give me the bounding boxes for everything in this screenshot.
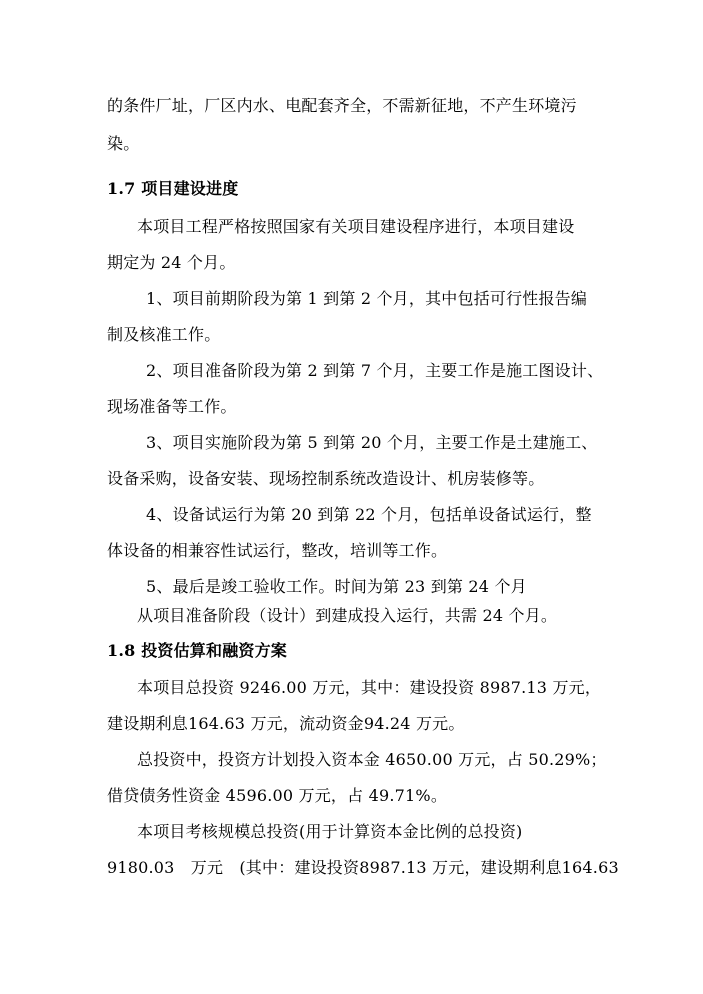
list-item-line: 1、项目前期阶段为第 1 到第 2 个月，其中包括可行性报告编 [146, 289, 588, 308]
section-heading-1-7: 1.7 项目建设进度 [107, 179, 239, 198]
paragraph-line: 9180.03 万元 (其中：建设投资8987.13 万元，建设期利息164.63 [107, 858, 619, 877]
paragraph-line: 从项目准备阶段（设计）到建成投入运行，共需 24 个月。 [137, 606, 558, 625]
list-item-line: 5、最后是竣工验收工作。时间为第 23 到第 24 个月 [146, 577, 527, 596]
paragraph-line: 期定为 24 个月。 [107, 253, 236, 272]
list-item-line: 4、设备试运行为第 20 到第 22 个月，包括单设备试运行，整 [146, 505, 592, 524]
list-item-line: 体设备的相兼容性试运行，整改，培训等工作。 [107, 541, 448, 560]
paragraph-line: 建设期利息164.63 万元，流动资金94.24 万元。 [107, 714, 465, 733]
paragraph-line: 总投资中，投资方计划投入资本金 4650.00 万元，占 50.29%； [137, 750, 607, 769]
list-item-line: 现场准备等工作。 [107, 397, 237, 416]
paragraph-line: 本项目考核规模总投资(用于计算资本金比例的总投资) [137, 822, 523, 841]
paragraph-line: 借贷债务性资金 4596.00 万元，占 49.71%。 [107, 786, 448, 805]
paragraph-line: 染。 [107, 134, 140, 153]
list-item-line: 设备采购，设备安装、现场控制系统改造设计、机房装修等。 [107, 469, 545, 488]
paragraph-line: 本项目总投资 9246.00 万元，其中：建设投资 8987.13 万元， [137, 678, 602, 697]
list-item-line: 制及核准工作。 [107, 325, 221, 344]
list-item-line: 3、项目实施阶段为第 5 到第 20 个月，主要工作是土建施工、 [146, 433, 598, 452]
paragraph-line: 本项目工程严格按照国家有关项目建设程序进行，本项目建设 [137, 217, 575, 236]
list-item-line: 2、项目准备阶段为第 2 到第 7 个月，主要工作是施工图设计、 [146, 361, 604, 380]
section-heading-1-8: 1.8 投资估算和融资方案 [107, 641, 288, 660]
paragraph-line: 的条件厂址，厂区内水、电配套齐全，不需新征地，不产生环境污 [107, 96, 577, 115]
